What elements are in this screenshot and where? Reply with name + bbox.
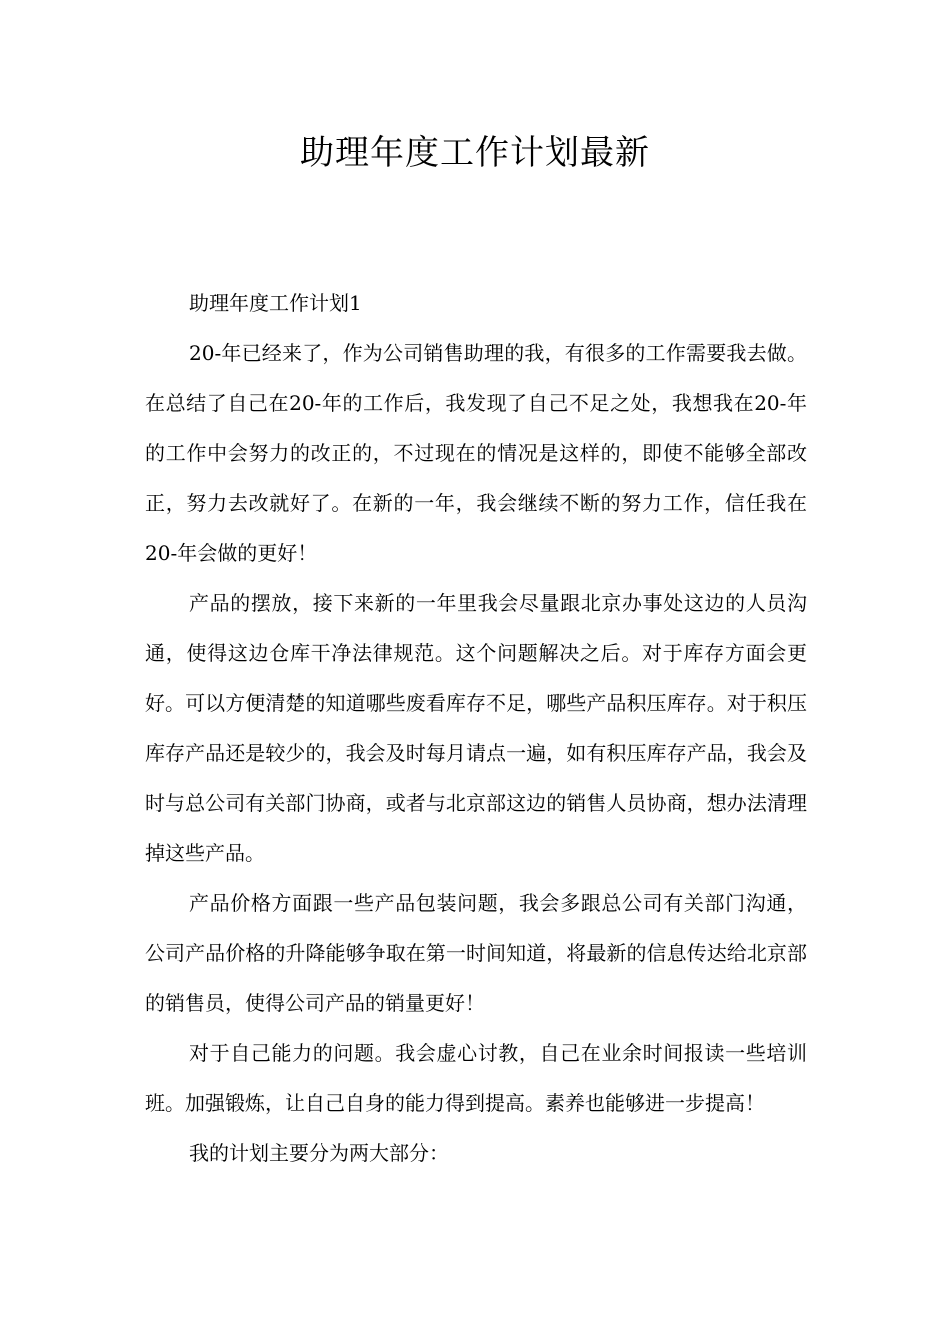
document-title: 助理年度工作计划最新 [300, 133, 650, 173]
document-body [145, 278, 807, 1178]
paragraph-2: 产品的摆放，接下来新的一年里我会尽量跟北京办事处这边的人员沟通，使得这边仓库干净法律规范。这个问题解决之后。对于库存方面会更好。可以方便清楚的知道哪些废看库存不足，哪些产品积压库存。对于积压库存产品还是较少的，我会及时每月请点一遍，如有积压库存产品，我会及时与总公司有关部门协商，或者与北京部这边的销售人员协商，想办法清理掉这些产品。 [145, 591, 807, 865]
paragraph-1: 20-年已经来了，作为公司销售助理的我，有很多的工作需要我去做。在总结了自己在20-年的工作后，我发现了自己不足之处，我想我在20-年的工作中会努力的改正的，不过现在的情况是这样的，即使不能够全部改正，努力去改就好了。在新的一年，我会继续不断的努力工作，信任我在20-年会做的更好！ [145, 341, 807, 565]
paragraph-4: 对于自己能力的问题。我会虚心讨教，自己在业余时间报读一些培训班。加强锻炼，让自己自身的能力得到提高。素养也能够进一步提高！ [145, 1041, 807, 1115]
paragraph-5: 我的计划主要分为两大部分： [189, 1141, 449, 1165]
section-heading: 助理年度工作计划1 [189, 291, 362, 315]
paragraph-3: 产品价格方面跟一些产品包装问题，我会多跟总公司有关部门沟通，公司产品价格的升降能够争取在第一时间知道，将最新的信息传达给北京部的销售员，使得公司产品的销量更好！ [145, 891, 807, 1015]
